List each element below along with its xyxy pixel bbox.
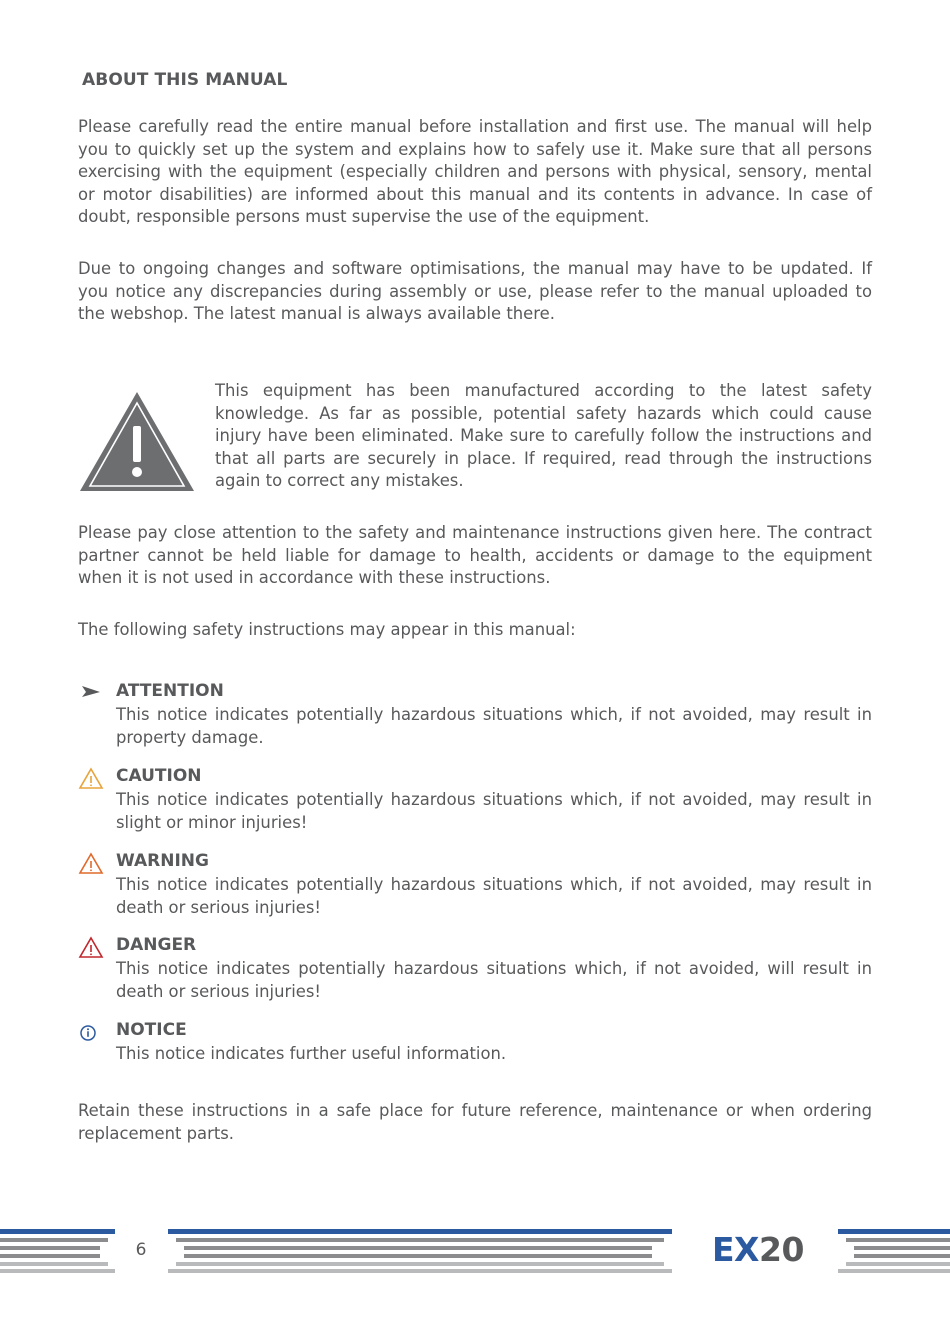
section-heading: ABOUT THIS MANUAL: [82, 70, 288, 90]
instructions-intro: The following safety instructions may appear in this manual:: [78, 620, 576, 639]
notice-text: This notice indicates potentially hazardous situations which, if not avoided, may result in death or serious injuries!: [116, 875, 872, 917]
intro-paragraph: Please carefully read the entire manual before installation and first use. The manual will help you to quickly set up the system and explains how to safely use it. Make sure that all persons exercising with the equipment (especially children and persons with physical, sensory, mental or motor disabilities) are informed about this manual and its contents in advance. In case of doubt, responsible persons must supervise the use of the equipment.: [78, 117, 872, 227]
notice-title: NOTICE: [116, 1020, 187, 1040]
notice-text: This notice indicates potentially hazardous situations which, if not avoided, may result in slight or minor injuries!: [116, 790, 872, 832]
notice-text: This notice indicates potentially hazardous situations which, if not avoided, will result in death or serious injuries!: [116, 959, 872, 1001]
update-paragraph: Due to ongoing changes and software optimisations, the manual may have to be updated. If you notice any discrepancies during assembly or use, please refer to the manual uploaded to the webshop. The latest manual is always available there.: [78, 259, 872, 324]
notice-title: WARNING: [116, 851, 209, 871]
danger-triangle-icon: [78, 936, 104, 958]
liability-paragraph: Please pay close attention to the safety and maintenance instructions given here. The contract partner cannot be held liable for damage to health, accidents or damage to the equipment when it is not used in accordance with these instructions.: [78, 523, 872, 588]
safety-paragraph: This equipment has been manufactured according to the latest safety knowledge. As far as possible, potential safety hazards which could cause injury have been eliminated. Make sure to carefully follow the instructions and that all parts are securely in place. If required, read through the instructions again to correct any mistakes.: [215, 381, 872, 491]
warning-triangle-icon: [78, 390, 196, 494]
notice-title: ATTENTION: [116, 681, 224, 701]
notice-text: This notice indicates further useful information.: [116, 1044, 507, 1063]
notice-title: CAUTION: [116, 766, 202, 786]
info-circle-icon: [78, 1021, 104, 1043]
retain-paragraph: Retain these instructions in a safe place for future reference, maintenance or when ordering replacement parts.: [78, 1101, 872, 1143]
page-number: 6: [135, 1240, 147, 1260]
logo-prefix: EX: [712, 1230, 759, 1269]
arrow-right-icon: [78, 682, 104, 704]
notice-text: This notice indicates potentially hazardous situations which, if not avoided, may result in property damage.: [116, 705, 872, 747]
warning-triangle-icon: [78, 852, 104, 874]
caution-triangle-icon: [78, 767, 104, 789]
product-logo: [712, 1230, 804, 1269]
notice-title: DANGER: [116, 935, 197, 955]
logo-number: 20: [759, 1230, 804, 1269]
